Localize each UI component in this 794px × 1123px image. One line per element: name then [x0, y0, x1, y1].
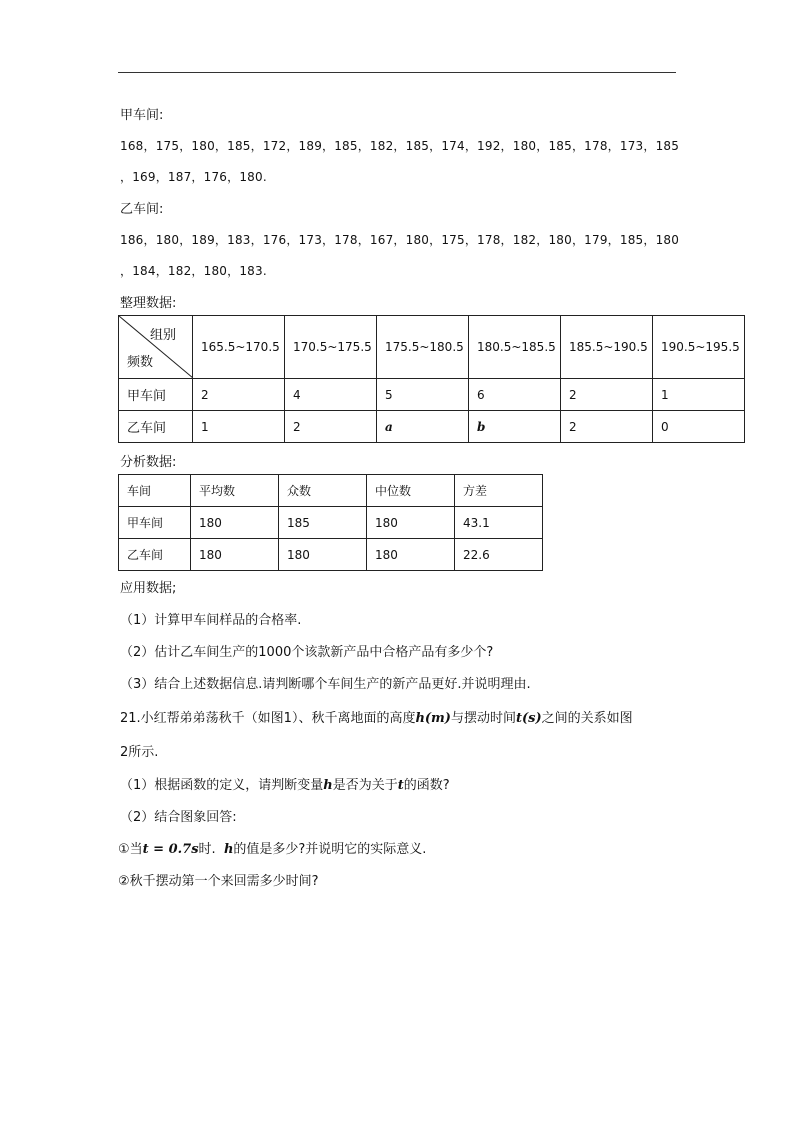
table-cell: 4	[285, 379, 377, 411]
table-row	[119, 411, 745, 443]
table-cell: 185	[279, 507, 367, 539]
table-cell-variable-b: b	[469, 411, 561, 443]
circle-question-1	[118, 838, 426, 857]
table-cell: 180	[367, 539, 455, 571]
table-cell: 180	[191, 507, 279, 539]
question-3: （3）结合上述数据信息.请判断哪个车间生产的新产品更好.并说明理由.	[120, 677, 531, 692]
stats-header: 方差	[455, 475, 543, 507]
stats-header: 平均数	[191, 475, 279, 507]
apply-label: 应用数据;	[120, 581, 177, 596]
table-cell: 22.6	[455, 539, 543, 571]
workshop-a-data-line2: ，169，187，176，180.	[120, 170, 267, 184]
time-variable: t(s)	[515, 711, 542, 726]
c1-text-c: 的值是多少?并说明它的实际意义.	[233, 842, 427, 857]
table-cell: 2	[193, 379, 285, 411]
table-cell: 2	[285, 411, 377, 443]
workshop-b-label: 乙车间:	[120, 202, 164, 217]
table-cell: 0	[653, 411, 745, 443]
row-label: 甲车间	[119, 379, 193, 411]
stats-header: 众数	[279, 475, 367, 507]
table-row	[119, 539, 543, 571]
problem-21-text-c: 之间的关系如图	[541, 711, 633, 726]
corner-top-label: 组别	[149, 328, 176, 343]
c1-text-b: 时.	[198, 842, 216, 857]
problem-21-text-b: 与摆动时间	[450, 711, 516, 726]
table-cell: 180	[191, 539, 279, 571]
sub1-text-b: 是否为关于	[332, 778, 398, 793]
row-label: 甲车间	[119, 507, 191, 539]
problem-21-line1	[120, 707, 633, 726]
equation-t: t = 0.7s	[142, 842, 199, 857]
sub1-text-a: （1）根据函数的定义，请判断变量	[120, 778, 324, 793]
table-corner-cell	[119, 316, 193, 379]
problem-21-line2: 2所示.	[120, 745, 159, 760]
organize-label: 整理数据:	[120, 296, 177, 311]
sub-question-1	[120, 774, 450, 793]
table-cell: 1	[653, 379, 745, 411]
workshop-a-data-line1: 168，175，180，185，172，189，185，182，185，174，192，180，185，178，173，185	[120, 139, 680, 153]
table-header-row	[119, 475, 543, 507]
table-row	[119, 379, 745, 411]
workshop-b-data-line2: ，184，182，180，183.	[120, 264, 267, 278]
row-label: 乙车间	[119, 411, 193, 443]
question-1: （1）计算甲车间样品的合格率.	[120, 613, 302, 628]
group-header: 180.5~185.5	[469, 316, 561, 379]
group-header: 175.5~180.5	[377, 316, 469, 379]
height-variable: h(m)	[415, 711, 451, 726]
problem-21-text-a: 21.小红帮弟弟荡秋千（如图1）、秋千离地面的高度	[120, 711, 416, 726]
table-cell: 5	[377, 379, 469, 411]
variable-h: h	[323, 778, 333, 793]
table-cell-variable-a: a	[377, 411, 469, 443]
workshop-b-data-line1: 186，180，189，183，176，173，178，167，180，175，178，182，180，179，185，180	[120, 233, 680, 247]
analyze-label: 分析数据:	[120, 455, 177, 470]
table-cell: 180	[279, 539, 367, 571]
question-2: （2）估计乙车间生产的1000个该款新产品中合格产品有多少个?	[120, 645, 494, 660]
group-header: 190.5~195.5	[653, 316, 745, 379]
group-header: 165.5~170.5	[193, 316, 285, 379]
corner-bottom-label: 频数	[127, 355, 154, 370]
row-label: 乙车间	[119, 539, 191, 571]
stats-header: 中位数	[367, 475, 455, 507]
stats-table	[118, 474, 543, 571]
table-cell: 43.1	[455, 507, 543, 539]
sub1-text-c: 的函数?	[403, 778, 450, 793]
table-cell: 2	[561, 379, 653, 411]
header-rule	[118, 72, 676, 73]
circle-question-2: ②秋千摆动第一个来回需多少时间?	[118, 874, 319, 889]
group-header: 185.5~190.5	[561, 316, 653, 379]
table-cell: 2	[561, 411, 653, 443]
c1-text-a: ①当	[118, 842, 143, 857]
frequency-table	[118, 315, 745, 443]
stats-header: 车间	[119, 475, 191, 507]
variable-h: h	[223, 842, 234, 857]
group-header: 170.5~175.5	[285, 316, 377, 379]
sub-question-2: （2）结合图象回答:	[120, 810, 237, 825]
workshop-a-label: 甲车间:	[120, 108, 164, 123]
table-cell: 6	[469, 379, 561, 411]
table-row	[119, 507, 543, 539]
table-cell: 180	[367, 507, 455, 539]
table-cell: 1	[193, 411, 285, 443]
variable-t: t	[397, 778, 404, 793]
